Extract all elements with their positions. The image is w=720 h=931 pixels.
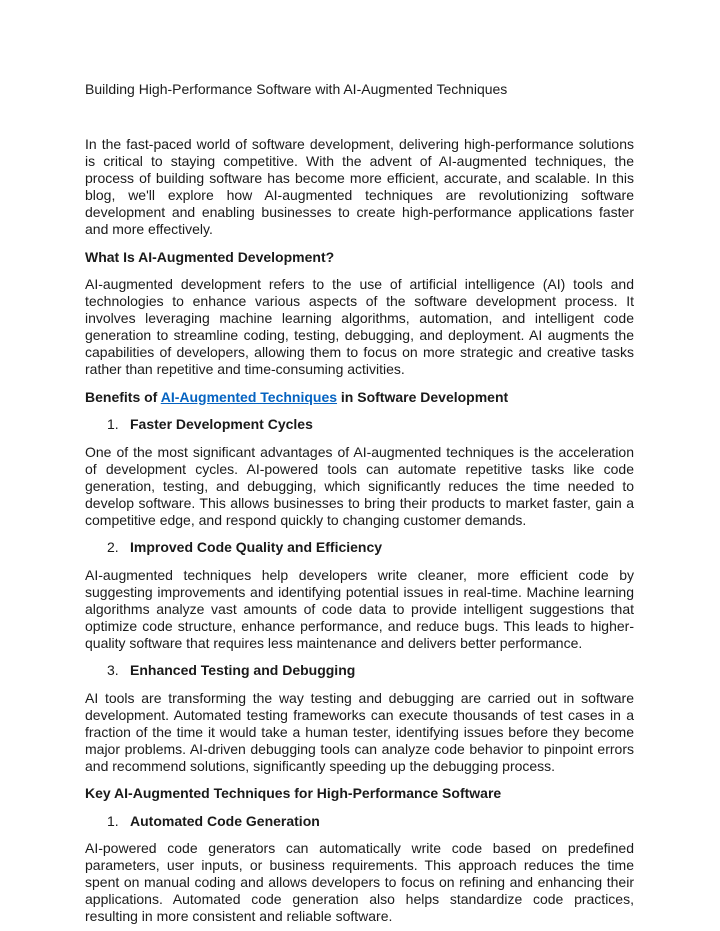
key-item-1-title: Automated Code Generation: [130, 812, 320, 829]
benefit-item-3-paragraph: AI tools are transforming the way testing and debugging are carried out in software development. Automated testing frameworks can execute thousands of test cases in a fraction of the time it would take a human tester, identifying issues before they become major problems. AI-driven debugging tools can analyze code behavior to pinpoint errors and recommend solutions, significantly speeding up the debugging process.: [85, 689, 634, 774]
section-heading-key-techniques: Key AI-Augmented Techniques for High-Performance Software: [85, 785, 502, 801]
ai-augmented-techniques-link[interactable]: AI-Augmented Techniques: [160, 388, 338, 405]
key-item-1-paragraph: AI-powered code generators can automatically write code based on predefined parameters, user inputs, or business requirements. This approach reduces the time spent on manual coding and allows developers to focus on refining and enhancing their applications. Automated code generation also helps standardize code practices, resulting in more consistent and reliable software.: [85, 840, 634, 924]
benefit-item-1-heading: [85, 416, 634, 433]
benefit-item-3-heading: [85, 662, 634, 679]
benefit-item-3-title: Enhanced Testing and Debugging: [130, 662, 356, 678]
benefit-item-2-number: 2.: [107, 539, 119, 555]
document-title: Building High-Performance Software with AI-Augmented Techniques: [85, 81, 508, 97]
benefits-heading-post: in Software Development: [337, 388, 509, 405]
key-item-1-number: 1.: [107, 812, 119, 829]
benefit-item-2-paragraph: AI-augmented techniques help developers write cleaner, more efficient code by suggesting improvements and identifying potential issues in real-time. Machine learning algorithms analyze vast amounts of code data to provide intelligent suggestions that optimize code structure, enhance performance, and reduce bugs. This leads to higher-quality software that requires less maintenance and delivers better performance.: [85, 566, 634, 651]
benefit-item-1-title: Faster Development Cycles: [130, 416, 313, 432]
benefit-item-1-number: 1.: [107, 416, 119, 432]
benefit-item-2-heading: [85, 539, 634, 556]
benefit-item-1-paragraph: One of the most significant advantages of AI-augmented techniques is the acceleration of development cycles. AI-powered tools can automate repetitive tasks like code generation, testing, and debugging, which significantly reduces the time needed to develop software. This allows businesses to bring their products to market faster, gain a competitive edge, and respond quickly to changing customer demands.: [85, 443, 634, 528]
section-heading-benefits: [85, 389, 634, 406]
benefit-item-2-title: Improved Code Quality and Efficiency: [130, 539, 383, 555]
intro-paragraph: In the fast-paced world of software development, delivering high-performance solutions is critical to staying competitive. With the advent of AI-augmented techniques, the process of building software has become more efficient, accurate, and scalable. In this blog, we'll explore how AI-augmented techniques are revolutionizing software development and enabling businesses to create high-performance applications faster and more effectively.: [85, 136, 634, 237]
what-is-paragraph: AI-augmented development refers to the use of artificial intelligence (AI) tools and technologies to enhance various aspects of the software development process. It involves leveraging machine learning algorithms, automation, and intelligent code generation to streamline coding, testing, debugging, and deployment. AI augments the capabilities of developers, allowing them to focus on more strategic and creative tasks rather than repetitive and time-consuming activities.: [85, 276, 634, 377]
section-heading-what-is: What Is AI-Augmented Development?: [85, 248, 335, 265]
benefits-heading-pre: Benefits of: [85, 388, 161, 405]
benefit-item-3-number: 3.: [107, 662, 119, 678]
key-item-1-heading: [85, 813, 634, 830]
